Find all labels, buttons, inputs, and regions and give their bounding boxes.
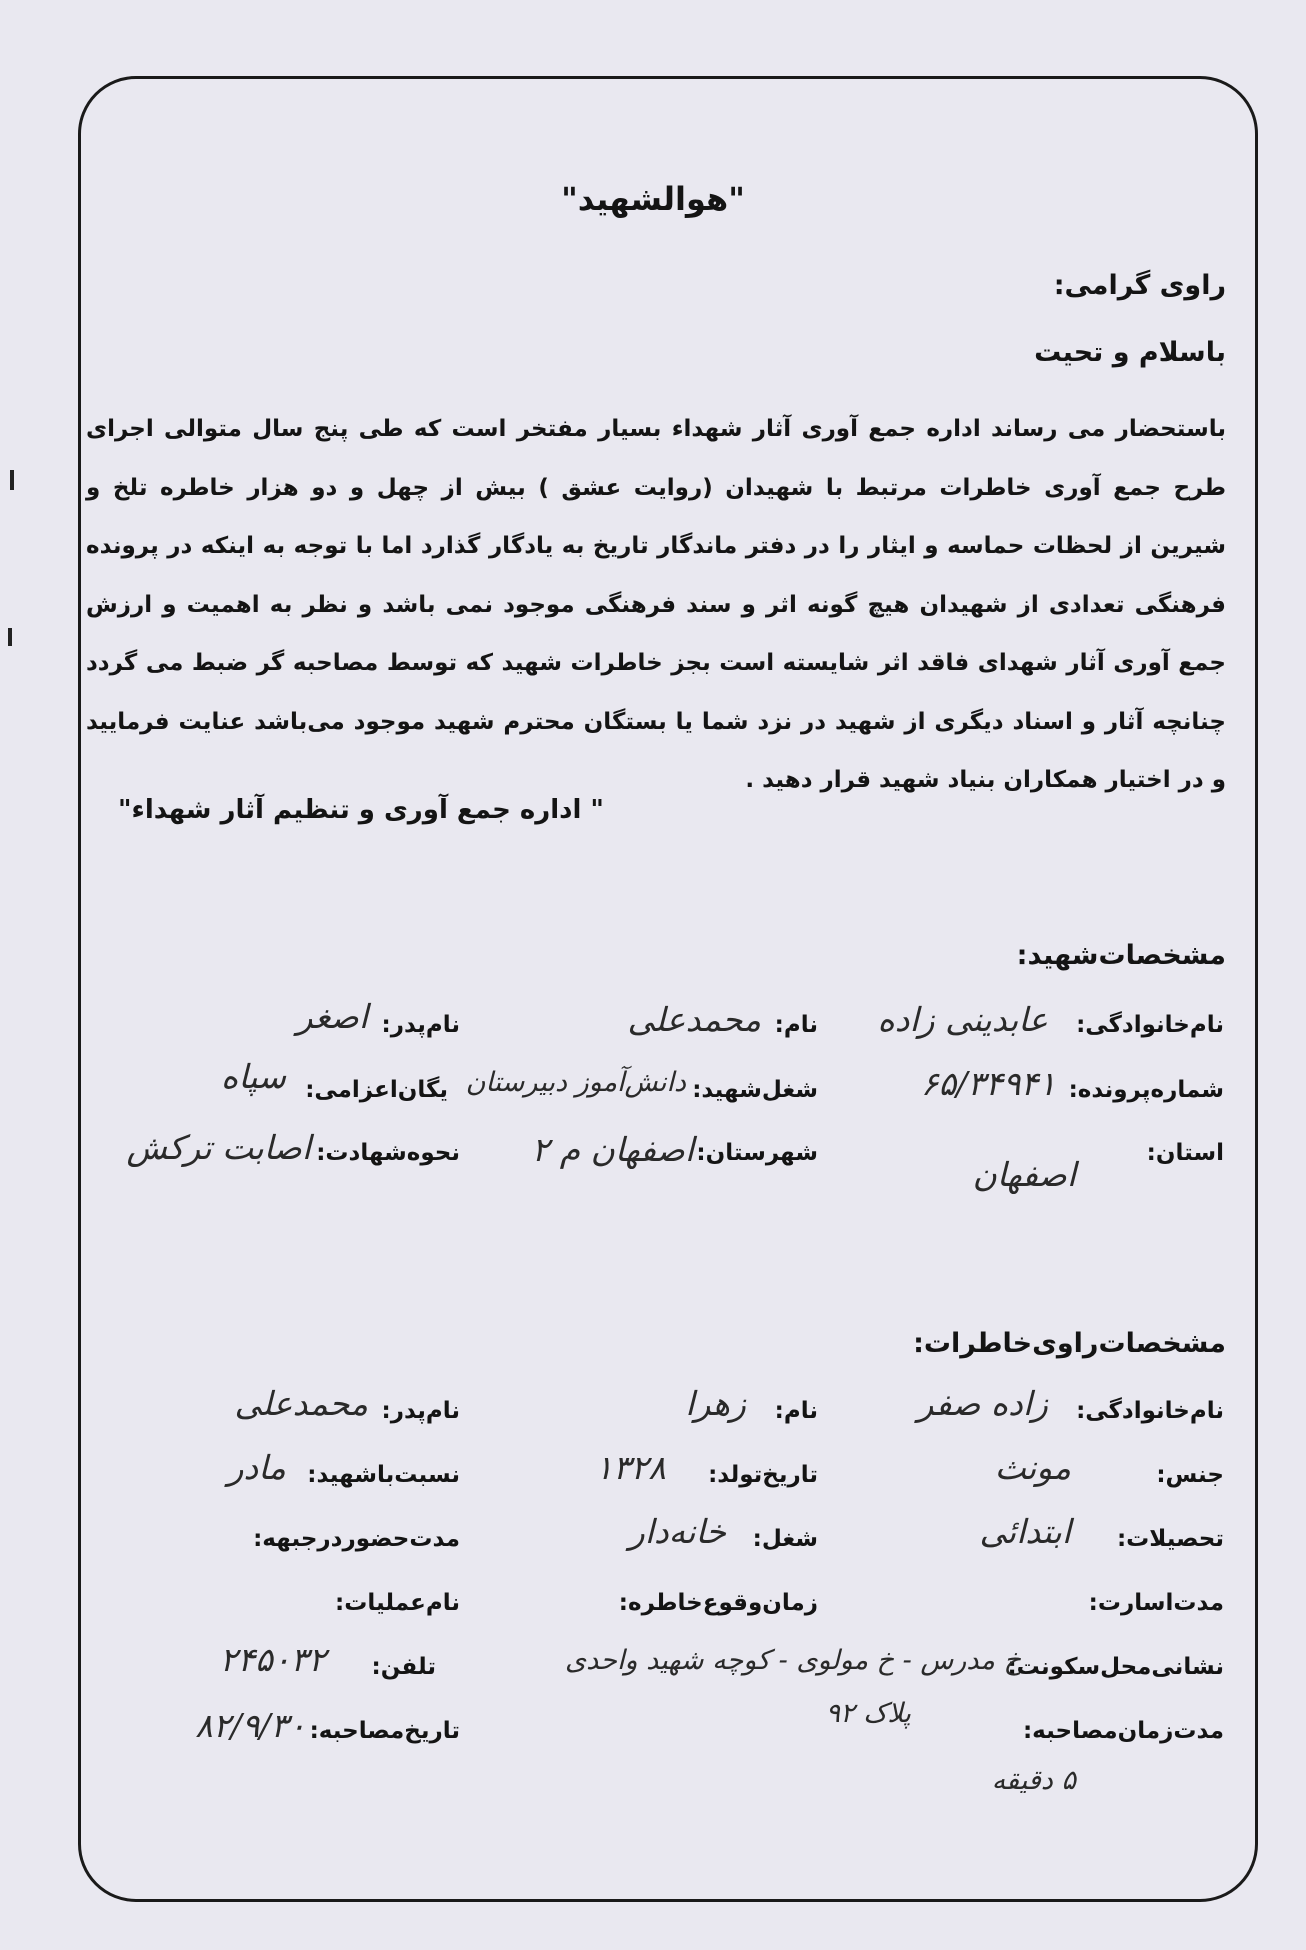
narrator-father-label: نام‌پدر: (381, 1398, 460, 1424)
narrator-front-label: مدت‌حضوردرجبهه: (253, 1526, 460, 1552)
martyr-unit-label: یگان‌اعزامی: (305, 1077, 448, 1103)
narrator-relation-label: نسبت‌باشهید: (307, 1462, 460, 1488)
martyr-province-label: استان: (1146, 1140, 1224, 1166)
narrator-relation-value: مادر (227, 1448, 286, 1487)
martyr-name-label: نام: (774, 1012, 818, 1038)
narrator-birth-value: ۱۳۲۸ (595, 1448, 666, 1487)
form-heading: "هوالشهید" (561, 180, 745, 218)
narrator-address-value-2: پلاک ۹۲ (825, 1698, 911, 1729)
narrator-gender-label: جنس: (1156, 1462, 1224, 1488)
salutation: راوی گرامی: (1053, 270, 1226, 301)
narrator-captivity-label: مدت‌اسارت: (1088, 1590, 1224, 1616)
martyr-section-title: مشخصات‌شهید: (1016, 940, 1226, 971)
signature-office: " اداره جمع آوری و تنظیم آثار شهداء" (118, 795, 604, 825)
narrator-phone-value: ۲۴۵۰۳۲ (219, 1640, 326, 1679)
martyr-manner-value: اصابت ترکش (126, 1128, 311, 1167)
narrator-duration-label: مدت‌زمان‌مصاحبه: (1022, 1718, 1224, 1744)
martyr-father-value: اصغر (296, 997, 368, 1036)
greeting: باسلام و تحیت (1034, 337, 1226, 368)
narrator-section-title: مشخصات‌راوی‌خاطرات: (913, 1328, 1226, 1359)
narrator-education-value: ابتدائی (979, 1512, 1071, 1551)
narrator-surname-value: زاده صفر (917, 1384, 1048, 1423)
martyr-file-value: ۶۵/۳۴۹۴۱ (920, 1064, 1056, 1103)
martyr-surname-value: عابدینی زاده (877, 1000, 1048, 1039)
narrator-surname-label: نام‌خانوادگی: (1076, 1398, 1224, 1424)
narrator-event-time-label: زمان‌وقوع‌خاطره: (618, 1590, 818, 1616)
letter-body: باستحضار می رساند اداره جمع آوری آثار شهداء بسیار مفتخر است که طی پنج سال متوالی اجرای طرح جمع آوری خاطرات مرتبط با شهیدان (روایت عشق ) بیش از چهل و دو هزار خاطره تلخ و شیرین از لحظات حماسه و ایثار را در دفتر ماندگار تاریخ به یادگار گذارد اما با توجه به اینکه در پرونده فرهنگی تعدادی از شهیدان هیچ گونه اثر و سند فرهنگی موجود نمی باشد و نظر به اهمیت و ارزش جمع آوری آثار شهدای فاقد اثر شایسته است بجز خاطرات شهید که توسط مصاحبه گر ضبط می گردد چنانچه آثار و اسناد دیگری از شهید در نزد شما یا بستگان محترم شهید موجود می‌باشد عنایت فرمایید و در اختیار همکاران بنیاد شهید قرار دهید . (86, 416, 1226, 793)
narrator-duration-value: ۵ دقیقه (991, 1765, 1076, 1796)
martyr-city-value: اصفهان م ۲ (531, 1130, 694, 1169)
narrator-occupation-label: شغل: (752, 1526, 818, 1552)
martyr-name-value: محمدعلی (627, 1000, 761, 1039)
martyr-unit-value: سپاه (221, 1057, 286, 1096)
narrator-occupation-value: خانه‌دار (628, 1512, 726, 1551)
martyr-father-label: نام‌پدر: (381, 1012, 460, 1038)
scan-margin-mark (10, 470, 14, 490)
martyr-city-label: شهرستان: (696, 1140, 818, 1166)
martyr-file-label: شماره‌پرونده: (1068, 1077, 1224, 1103)
martyr-province-value: اصفهان (972, 1155, 1076, 1194)
narrator-birth-label: تاریخ‌تولد: (708, 1462, 818, 1488)
narrator-address-label: نشانی‌محل‌سکونت: (1007, 1654, 1224, 1680)
narrator-phone-label: تلفن: (371, 1654, 436, 1680)
narrator-education-label: تحصیلات: (1116, 1526, 1224, 1552)
scan-margin-mark (8, 628, 12, 646)
martyr-manner-label: نحوه‌شهادت: (316, 1140, 460, 1166)
narrator-name-value: زهرا (685, 1384, 746, 1423)
narrator-name-label: نام: (774, 1398, 818, 1424)
martyr-job-value: دانش‌آموز دبیرستان (465, 1067, 686, 1098)
narrator-gender-value: مونث (994, 1448, 1071, 1487)
narrator-interview-date-label: تاریخ‌مصاحبه: (309, 1718, 460, 1744)
martyr-job-label: شغل‌شهید: (692, 1077, 818, 1103)
narrator-operation-label: نام‌عملیات: (335, 1590, 460, 1616)
narrator-father-value: محمدعلی (234, 1384, 368, 1423)
narrator-interview-date-value: ۸۲/۹/۳۰ (195, 1706, 306, 1745)
narrator-address-value: خ مدرس - خ مولوی - کوچه شهید واحدی (564, 1645, 1021, 1676)
martyr-surname-label: نام‌خانوادگی: (1076, 1012, 1224, 1038)
